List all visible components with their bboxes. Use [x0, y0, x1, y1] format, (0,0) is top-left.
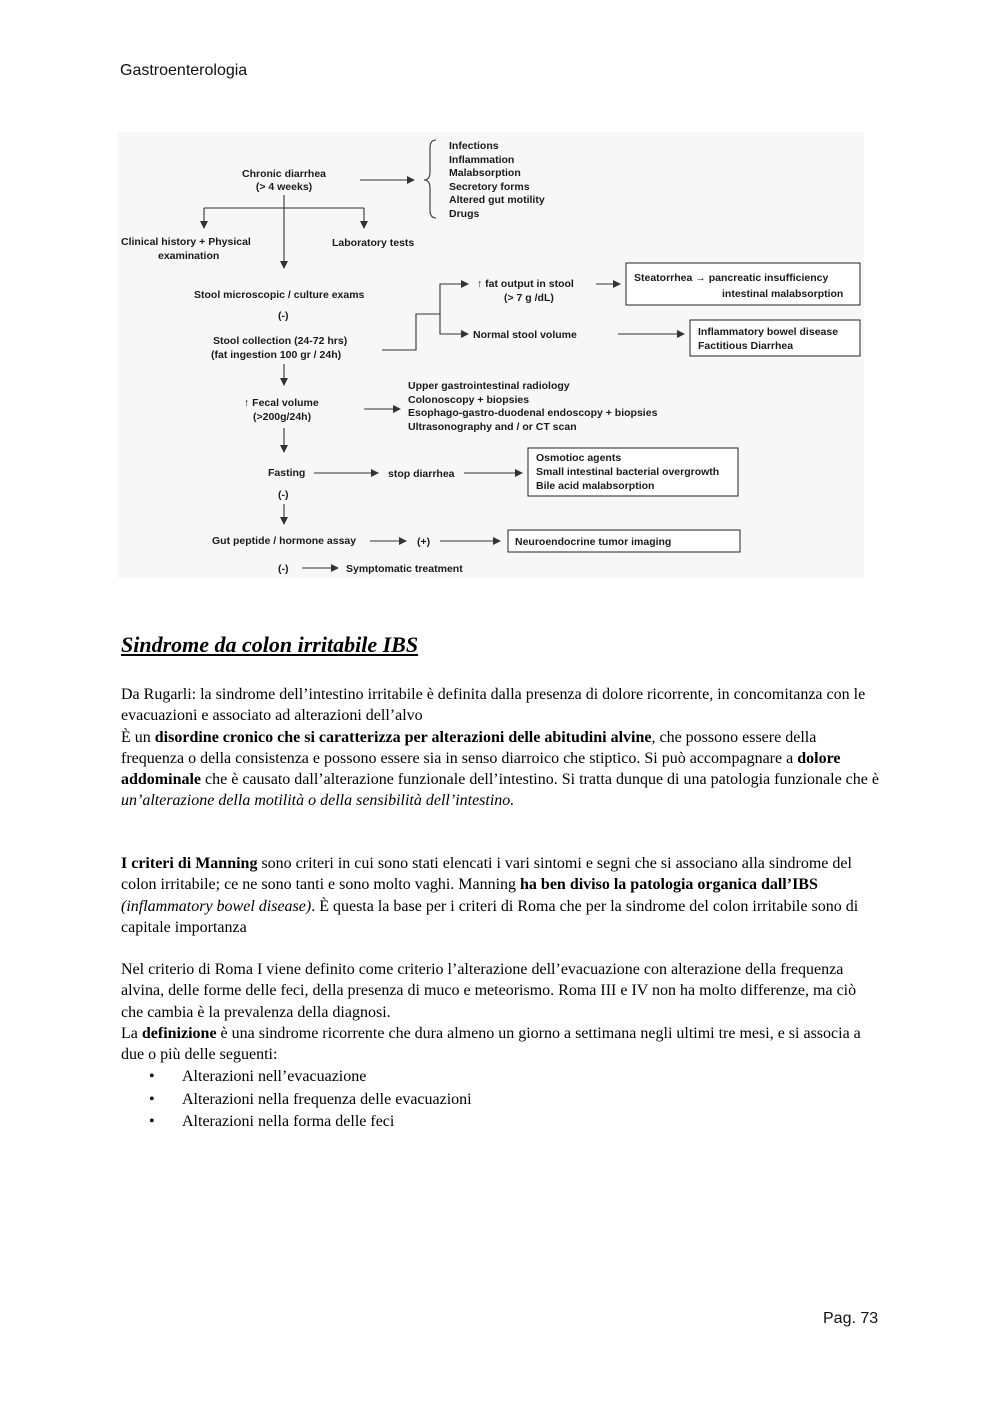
steatorrhea-line-1: Steatorrhea → pancreatic insufficiency: [634, 272, 829, 284]
definition-sentence: La definizione è una sindrome ricorrente che dura almeno un giorno a settimana negli ultimi tre mesi, e si associa a due o più delle seguenti:: [121, 1024, 861, 1064]
examination-label: examination: [158, 250, 220, 262]
pos-result: (+): [417, 536, 431, 548]
ibd-line-1: Inflammatory bowel disease: [698, 326, 839, 338]
upper-line-1: Upper gastrointestinal radiology: [408, 380, 570, 392]
fat-ingestion-label: (fat ingestion 100 gr / 24h): [211, 349, 342, 361]
list-item: • Alterazioni nell’evacuazione: [121, 1066, 472, 1089]
chronic-diarrhea-duration: (> 4 weeks): [255, 181, 313, 193]
branch-normal-stool: [440, 314, 468, 334]
ibs-description: È un disordine cronico che si caratterizza per alterazioni delle abitudini alvine, che possono essere della frequenza o della consistenza e possono essere sia in senso diarroico che stiptico. Si può accompagnare a dolore addominale che è causato dall’alterazione funzionale dell’intestino. Si tratta dunque di una patologia funzionale che è un’alterazione della motilità o della sensibilità dell’intestino.: [121, 728, 879, 810]
gut-peptide-label: Gut peptide / hormone assay: [212, 535, 357, 547]
upper-line-4: Ultrasonography and / or CT scan: [408, 421, 577, 433]
branch-fat-output: [382, 284, 468, 350]
symptomatic-label: Symptomatic treatment: [346, 563, 463, 575]
list-item: • Alterazioni nella forma delle feci: [121, 1111, 472, 1134]
neg-result-3: (-): [278, 563, 289, 575]
criteria-list: [121, 1066, 472, 1134]
cause-secretory: Secretory forms: [449, 181, 530, 193]
section-title: Sindrome da colon irritabile IBS: [121, 632, 419, 657]
stool-collection-label: Stool collection (24-72 hrs): [213, 335, 348, 347]
causes-brace: [424, 140, 436, 218]
neg-result-1: (-): [278, 310, 289, 322]
page-number: Pag. 73: [823, 1310, 879, 1327]
rugarli-definition: Da Rugarli: la sindrome dell’intestino irritabile è definita dalla presenza di dolore ricorrente, in concomitanza con le evacuazioni e associato ad alterazioni dell’alvo: [121, 686, 866, 725]
osmotic-line-2: Small intestinal bacterial overgrowth: [536, 466, 720, 478]
neg-result-2: (-): [278, 489, 289, 501]
ibd-line-2: Factitious Diarrhea: [698, 340, 794, 352]
neuro-label: Neuroendocrine tumor imaging: [515, 536, 672, 548]
flowchart-svg: [118, 132, 864, 578]
osmotic-line-1: Osmotioc agents: [536, 452, 622, 464]
upper-line-3: Esophago-gastro-duodenal endoscopy + biopsies: [408, 407, 658, 419]
upper-line-2: Colonoscopy + biopsies: [408, 394, 530, 406]
osmotic-line-3: Bile acid malabsorption: [536, 480, 655, 492]
roma-criteria: Nel criterio di Roma I viene definito come criterio l’alterazione dell’evacuazione con alterazione della frequenza alvina, delle forme delle feci, della presenza di muco e meteorismo. Roma III e IV non ha molto differenze, ma ciò che cambia è la prevalenza della diagnosi.: [121, 961, 857, 1021]
fecal-volume-label: ↑ Fecal volume: [244, 397, 319, 409]
chronic-diarrhea-label: Chronic diarrhea: [241, 168, 327, 180]
steatorrhea-line-2: intestinal malabsorption: [722, 288, 844, 300]
page-header: Gastroenterologia: [120, 62, 248, 79]
normal-stool-label: Normal stool volume: [473, 329, 577, 341]
cause-infections: Infections: [449, 140, 499, 152]
fat-output-label: ↑ fat output in stool: [477, 278, 574, 290]
laboratory-tests-label: Laboratory tests: [332, 237, 415, 249]
fecal-volume-threshold: (>200g/24h): [253, 411, 312, 423]
paragraph-rugarli: [121, 684, 881, 812]
cause-motility: Altered gut motility: [449, 194, 545, 206]
cause-inflammation: Inflammation: [449, 154, 515, 166]
fasting-label: Fasting: [268, 467, 306, 479]
chronic-diarrhea-flowchart: [118, 132, 864, 578]
paragraph-roma: [121, 959, 881, 1065]
paragraph-manning: I criteri di Manning sono criteri in cui sono stati elencati i vari sintomi e segni che si associano alla sindrome del colon irritabile; ce ne sono tanti e sono molto vaghi. Manning ha ben diviso la patologia organica dall’IBS (inflammatory bowel disease). È questa la base per i criteri di Roma che per la sindrome del colon irritabile sono di capitale importanza: [121, 855, 859, 936]
stool-microscopic-label: Stool microscopic / culture exams: [194, 289, 365, 301]
cause-drugs: Drugs: [449, 208, 480, 220]
fat-output-threshold: (> 7 g /dL): [504, 292, 554, 304]
cause-malabsorption: Malabsorption: [449, 167, 521, 179]
list-item: • Alterazioni nella frequenza delle evacuazioni: [121, 1089, 472, 1112]
clinical-history-label: Clinical history + Physical: [121, 236, 251, 248]
stop-diarrhea-label: stop diarrhea: [388, 468, 455, 480]
